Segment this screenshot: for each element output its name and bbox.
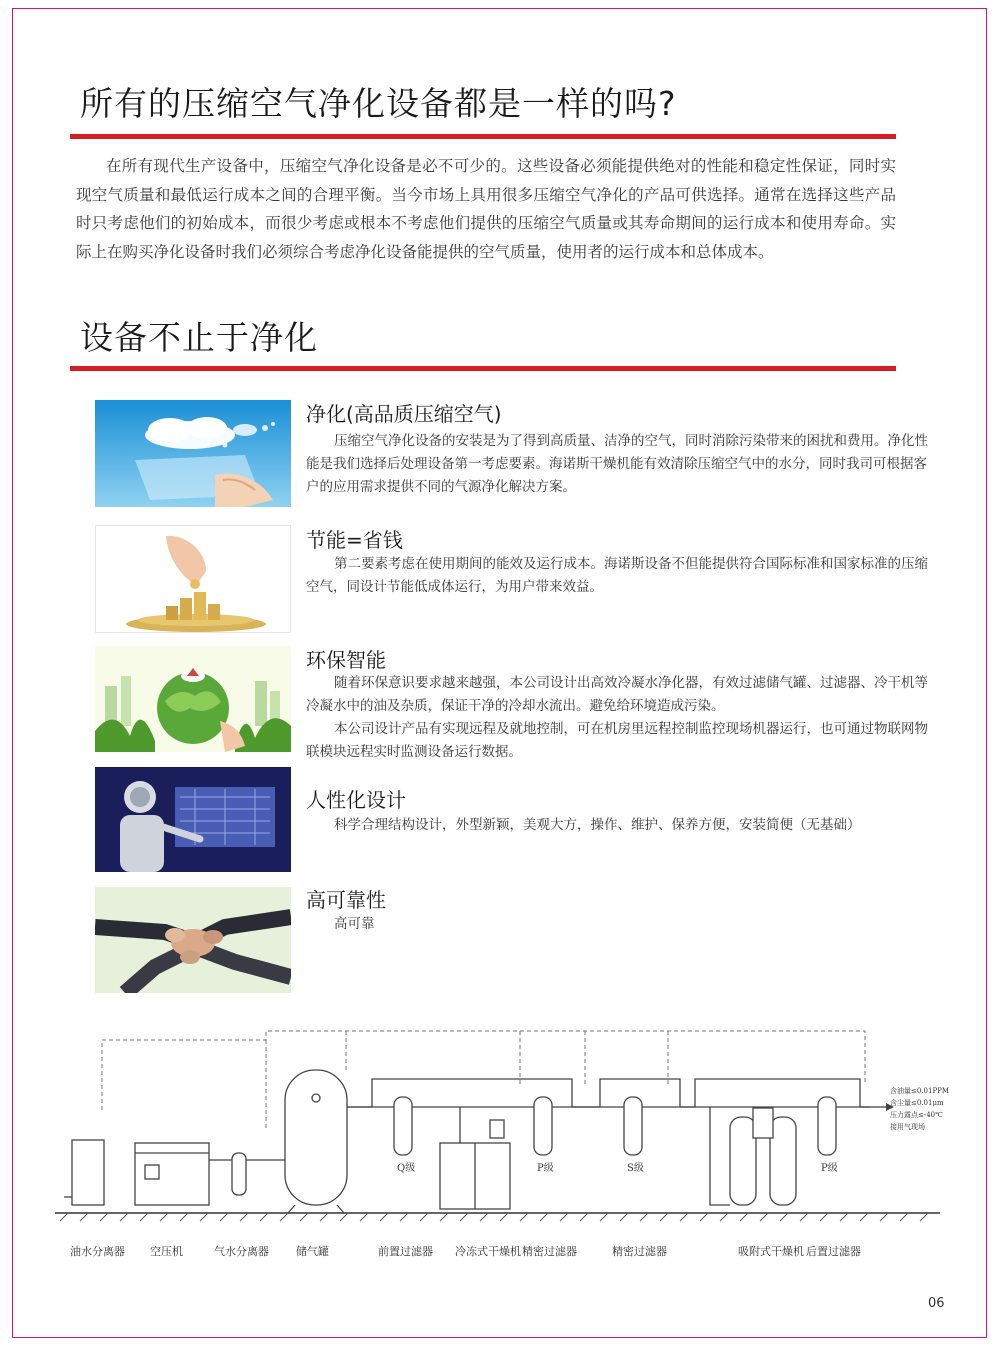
output-spec-oil: 含油量≤0.01PPM <box>890 1087 950 1095</box>
feature-title-reliability: 高可靠性 <box>306 888 386 912</box>
section-underline <box>70 366 896 371</box>
equipment-label-refrigerated-dryer: 冷冻式干燥机 <box>455 1245 521 1258</box>
feature-body-reliability <box>306 913 928 936</box>
feature-body-eco-smart <box>306 672 928 764</box>
section-title: 设备不止于净化 <box>80 318 318 357</box>
equipment-label-adsorption-dryer: 吸附式干燥机 <box>738 1245 804 1258</box>
equipment-label-air-tank: 储气罐 <box>296 1245 329 1258</box>
feature-body-human-design <box>306 814 928 837</box>
feature-title-eco-smart: 环保智能 <box>306 648 386 672</box>
purification-image <box>95 400 291 507</box>
feature-paragraph: 高可靠 <box>334 916 375 932</box>
grade-label-p2: P级 <box>821 1163 838 1174</box>
output-spec-site: 接用气现场 <box>890 1123 925 1131</box>
equipment-label-after-filter: 后置过滤器 <box>806 1245 861 1258</box>
energy-saving-image <box>95 525 291 633</box>
grade-label-q: Q级 <box>397 1163 416 1174</box>
grade-label-s: S级 <box>627 1163 644 1174</box>
feature-paragraph: 随着环保意识要求越来越强，本公司设计出高效冷凝水净化器，有效过滤储气罐、过滤器、冷干机等冷凝水中的油及杂质，保证干净的冷却水流出。避免给环境造成污染。 <box>306 675 928 714</box>
equipment-label-oil-water-separator: 油水分离器 <box>70 1245 125 1258</box>
feature-body-purification <box>306 430 928 499</box>
equipment-label-air-compressor: 空压机 <box>150 1245 183 1258</box>
feature-paragraph: 第二要素考虑在使用期间的能效及运行成本。海诺斯设备不但能提供符合国际标准和国家标准的压缩空气，同设计节能低成体运行，为用户带来效益。 <box>306 556 928 595</box>
feature-title-energy-saving: 节能=省钱 <box>306 528 403 552</box>
intro-paragraph: 在所有现代生产设备中，压缩空气净化设备是必不可少的。这些设备必须能提供绝对的性能和稳定性保证，同时实现空气质量和最低运行成本之间的合理平衡。当今市场上具用很多压缩空气净化的产品可供选择。通常在选择这些产品时只考虑他们的初始成本，而很少考虑或根本不考虑他们提供的压缩空气质量或其寿命期间的运行成本和使用寿命。实际上在购买净化设备时我们必须综合考虑净化设备能提供的空气质量，使用者的运行成本和总体成本。 <box>76 157 896 261</box>
reliability-image <box>95 887 291 993</box>
equipment-label-precision-filter-1: 精密过滤器 <box>522 1245 577 1258</box>
human-design-image <box>95 767 291 872</box>
output-spec-dewpoint: 压力露点≤-40℃ <box>890 1111 943 1119</box>
equipment-label-pre-filter: 前置过滤器 <box>378 1245 433 1258</box>
feature-title-purification: 净化(高品质压缩空气) <box>306 402 502 426</box>
feature-title-human-design: 人性化设计 <box>306 788 406 812</box>
equipment-label-gas-water-separator: 气水分离器 <box>214 1245 269 1258</box>
feature-paragraph: 科学合理结构设计，外型新颖，美观大方，操作、维护、保养方便，安装简便（无基础） <box>334 817 861 833</box>
feature-body-energy-saving <box>306 553 928 599</box>
title-underline <box>70 134 896 139</box>
page-title: 所有的压缩空气净化设备都是一样的吗? <box>80 84 677 123</box>
feature-paragraph: 压缩空气净化设备的安装是为了得到高质量、洁净的空气，同时消除污染带来的困扰和费用。净化性能是我们选择后处理设备第一考虑要素。海诺斯干燥机能有效清除压缩空气中的水分，同时我司可根据客户的应用需求提供不同的气源净化解决方案。 <box>306 433 928 495</box>
system-flow-diagram <box>50 1025 950 1265</box>
eco-smart-image <box>95 646 291 752</box>
page-number: 06 <box>928 1296 945 1311</box>
feature-paragraph: 本公司设计产品有实现远程及就地控制，可在机房里远程控制监控现场机器运行，也可通过物联网物联模块远程实时监测设备运行数据。 <box>306 721 928 760</box>
output-spec-dust: 含尘量≤0.01μm <box>890 1099 944 1107</box>
grade-label-p1: P级 <box>537 1163 554 1174</box>
equipment-label-precision-filter-2: 精密过滤器 <box>612 1245 667 1258</box>
